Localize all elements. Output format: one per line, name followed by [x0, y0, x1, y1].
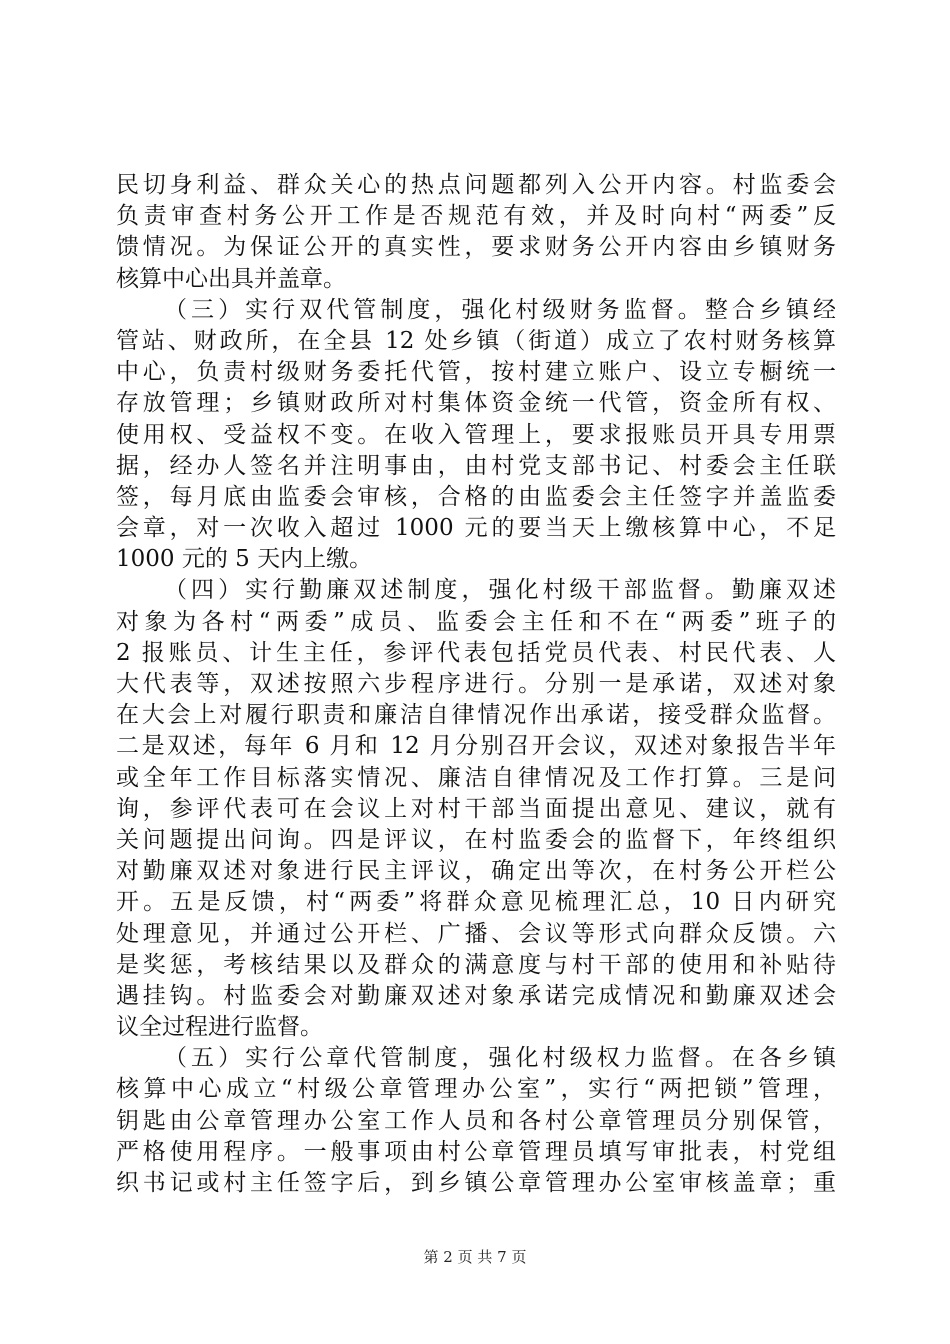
- text-line: 钥匙由公章管理办公室工作人员和各村公章管理员分别保管，: [116, 1107, 836, 1134]
- text-line: 管站、财政所，在全县 12 处乡镇（街道）成立了农村财务核算: [116, 327, 836, 354]
- text-line: 关问题提出问询。四是评议，在村监委会的监督下，年终组织: [116, 826, 836, 853]
- text-line: 使用权、受益权不变。在收入管理上，要求报账员开具专用票: [116, 421, 836, 448]
- text-line: 或全年工作目标落实情况、廉洁自律情况及工作打算。三是问: [116, 764, 836, 791]
- text-line: 核算中心成立“村级公章管理办公室”，实行“两把锁”管理，: [116, 1076, 836, 1103]
- text-line: 在大会上对履行职责和廉洁自律情况作出承诺，接受群众监督。: [116, 702, 836, 729]
- text-line: 对象为各村“两委”成员、监委会主任和不在“两委”班子的: [116, 608, 836, 635]
- text-line: 对勤廉双述对象进行民主评议，确定出等次，在村务公开栏公: [116, 858, 836, 885]
- text-line: 中心，负责村级财务委托代管，按村建立账户、设立专橱统一: [116, 359, 836, 386]
- paragraph-heading-line: （三）实行双代管制度，强化村级财务监督。整合乡镇经: [164, 296, 836, 323]
- text-line: 遇挂钩。村监委会对勤廉双述对象承诺完成情况和勤廉双述会: [116, 982, 836, 1009]
- text-line: 民切身利益、群众关心的热点问题都列入公开内容。村监委会: [116, 172, 836, 198]
- text-line: 负责审查村务公开工作是否规范有效，并及时向村“两委”反: [116, 203, 836, 230]
- paragraph-heading-line: （五）实行公章代管制度，强化村级权力监督。在各乡镇: [164, 1045, 836, 1072]
- text-line: 存放管理；乡镇财政所对村集体资金统一代管，资金所有权、: [116, 390, 836, 417]
- text-line: 馈情况。为保证公开的真实性，要求财务公开内容由乡镇财务: [116, 234, 836, 261]
- page-number-footer: 第 2 页 共 7 页: [423, 1248, 527, 1266]
- text-line: 会章，对一次收入超过 1000 元的要当天上缴核算中心，不足: [116, 515, 836, 542]
- text-line: 议全过程进行监督。: [116, 1014, 323, 1041]
- text-line: 严格使用程序。一般事项由村公章管理员填写审批表，村党组: [116, 1138, 836, 1165]
- text-line: 签，每月底由监委会审核，合格的由监委会主任签字并盖监委: [116, 483, 836, 510]
- text-line: 2 报账员、计生主任，参评代表包括党员代表、村民代表、人: [116, 639, 836, 666]
- body-text: [116, 170, 836, 1199]
- text-line: 开。五是反馈，村“两委”将群众意见梳理汇总，10 日内研究: [116, 889, 836, 916]
- text-line: 织书记或村主任签字后，到乡镇公章管理办公室审核盖章；重: [116, 1170, 836, 1196]
- text-line: 核算中心出具并盖章。: [116, 265, 346, 292]
- paragraph-heading-line: （四）实行勤廉双述制度，强化村级干部监督。勤廉双述: [164, 577, 836, 604]
- text-line: 据，经办人签名并注明事由，由村党支部书记、村委会主任联: [116, 452, 836, 479]
- text-line: 是奖惩，考核结果以及群众的满意度与村干部的使用和补贴待: [116, 951, 836, 978]
- text-line: 1000 元的 5 天内上缴。: [116, 546, 373, 573]
- text-line: 处理意见，并通过公开栏、广播、会议等形式向群众反馈。六: [116, 920, 836, 947]
- text-line: 询，参评代表可在会议上对村干部当面提出意见、建议，就有: [116, 795, 836, 822]
- text-line: 二是双述，每年 6 月和 12 月分别召开会议，双述对象报告半年: [116, 733, 836, 760]
- text-line: 大代表等，双述按照六步程序进行。分别一是承诺，双述对象: [116, 671, 836, 697]
